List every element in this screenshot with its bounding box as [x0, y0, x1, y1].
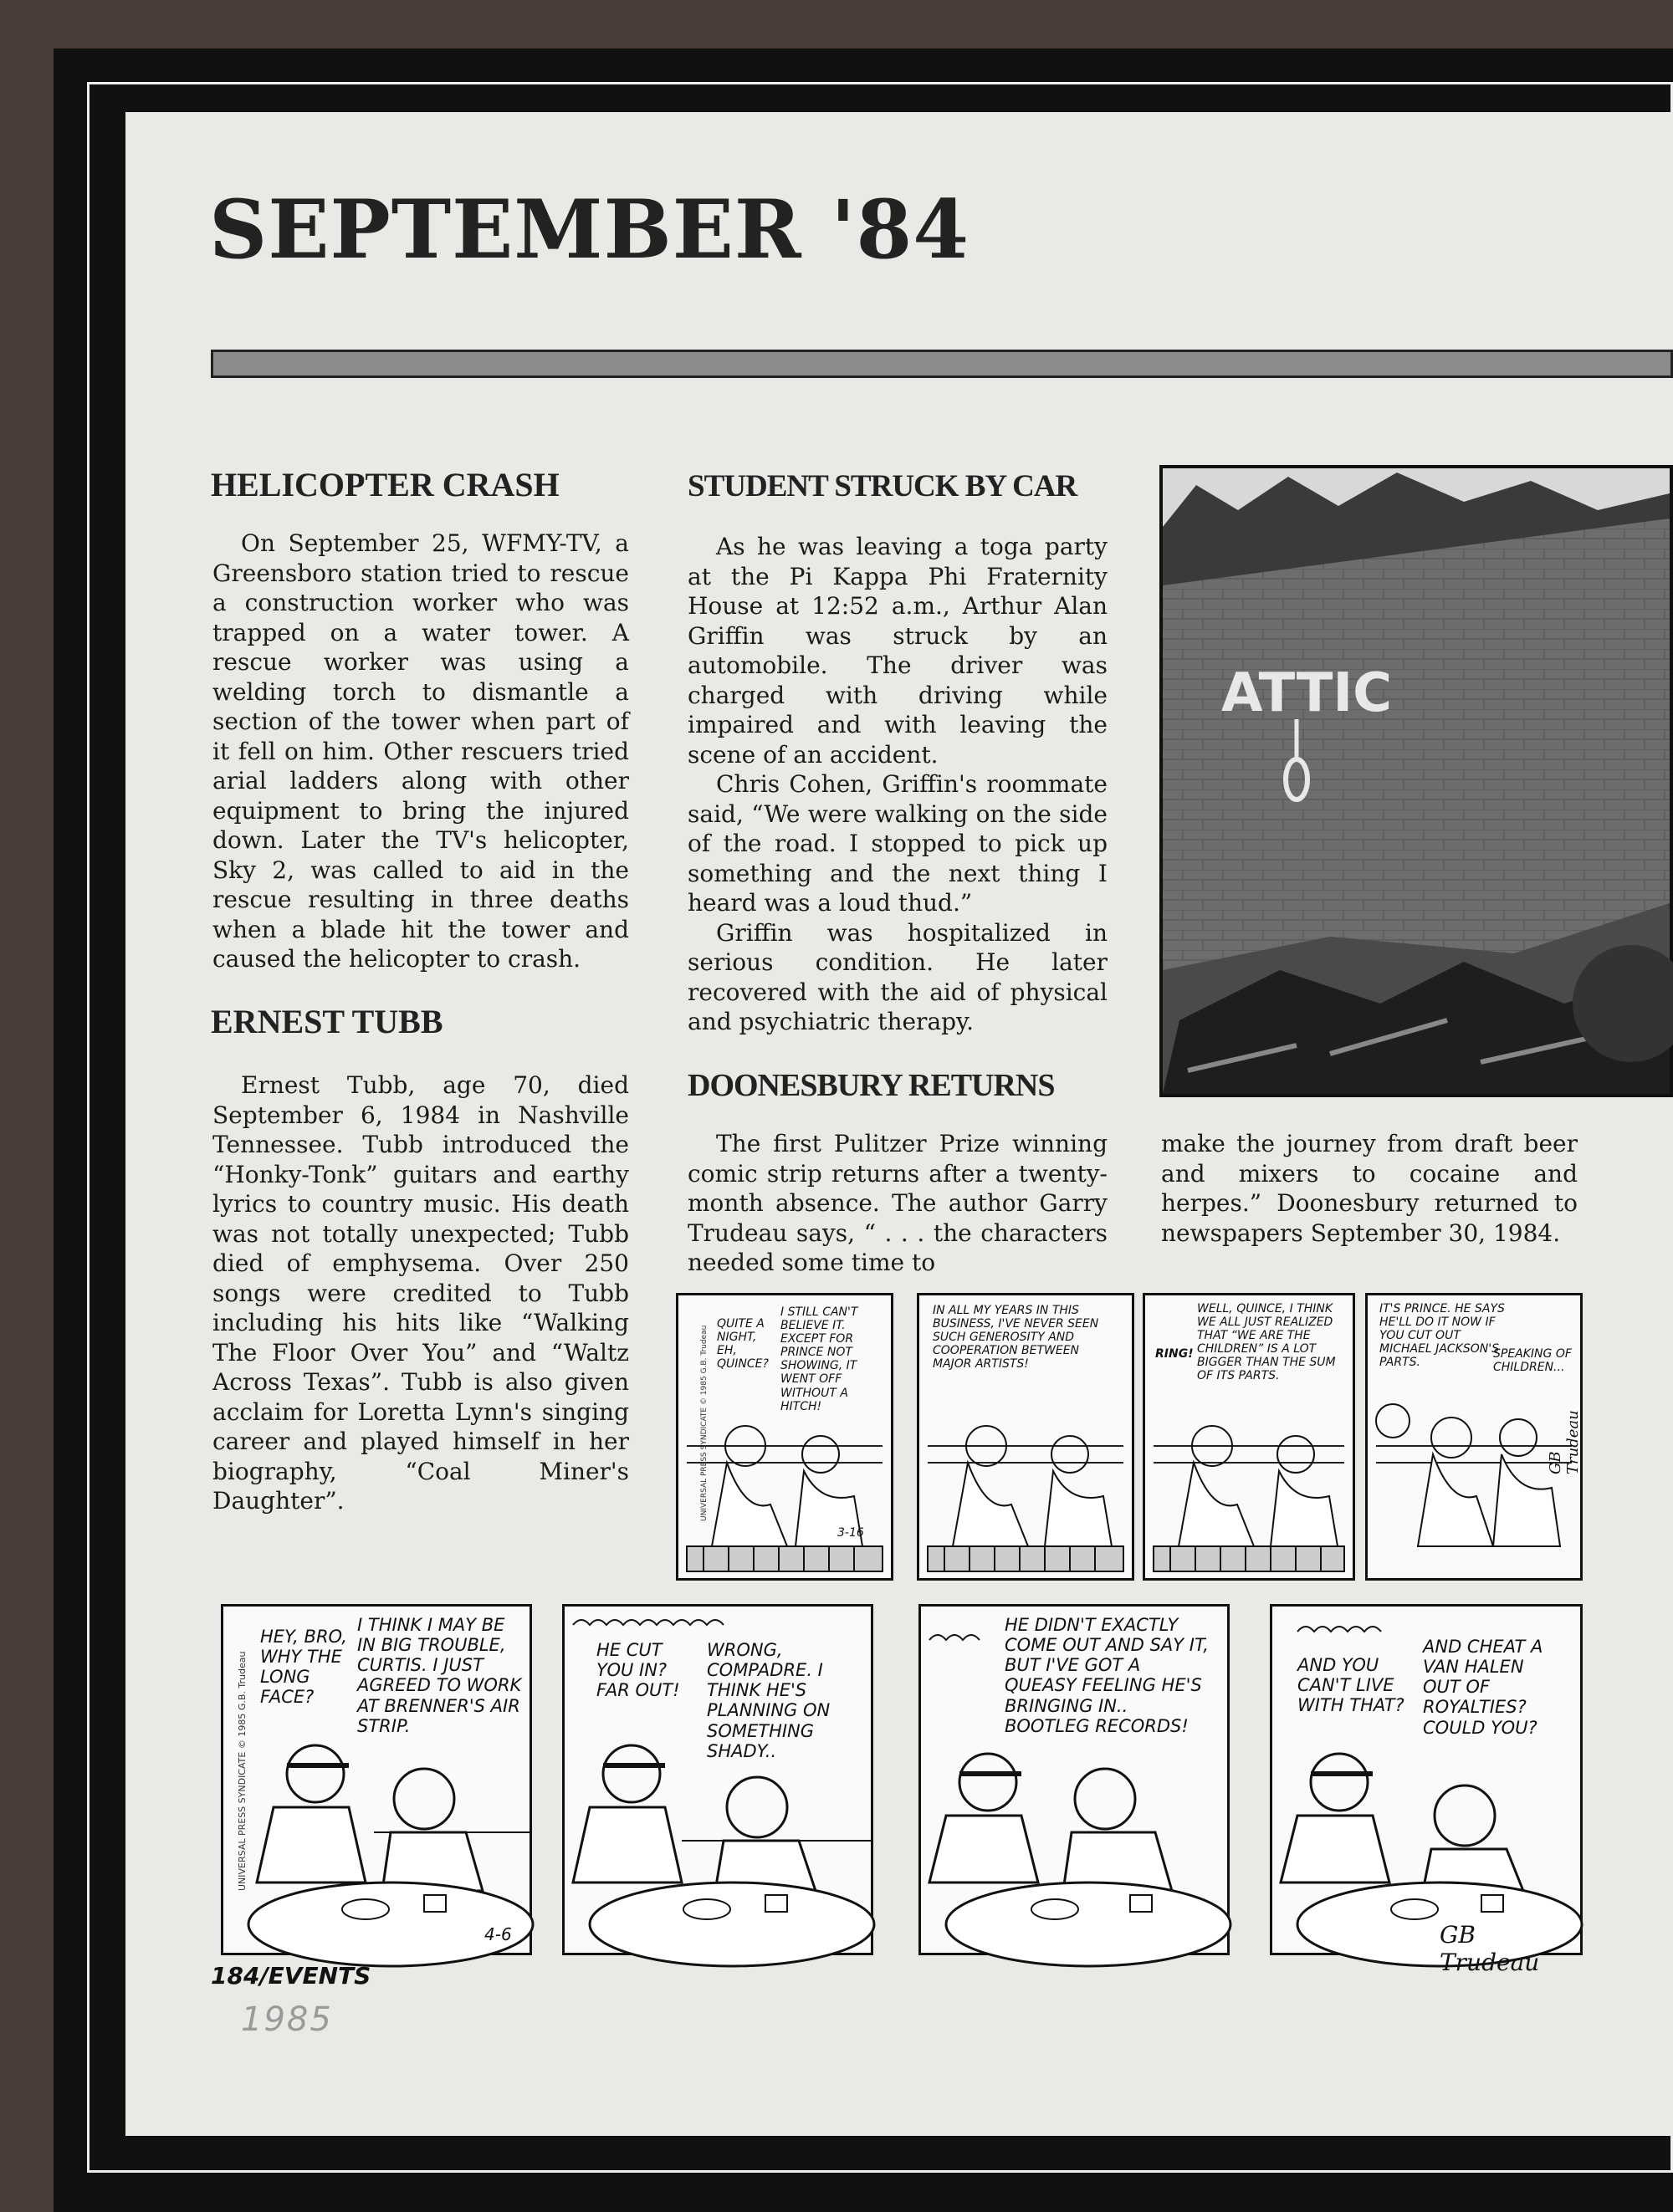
strip1-copyright: UNIVERSAL PRESS SYNDICATE © 1985 G.B. Trudeau [700, 1325, 709, 1521]
strip1-panel3-text: WELL, QUINCE, I THINK WE ALL JUST REALIZED THAT “WE ARE THE CHILDREN” IS A LOT BIGGER THAN THE SUM OF ITS PARTS. [1197, 1302, 1336, 1383]
page-title: SEPTEMBER '84 [209, 182, 970, 277]
strip2-panel1-left-text: HEY, BRO, WHY THE LONG FACE? [260, 1627, 347, 1708]
handwritten-year: 1985 [241, 2000, 333, 2039]
student-headline: STUDENT STRUCK BY CAR [688, 469, 1077, 503]
doonesbury-body [688, 1129, 1108, 1278]
tubb-paragraph: Ernest Tubb, age 70, died September 6, 1984 in Nashville Tennessee. Tubb introduced the “Honky-Tonk” guitars and earthy lyrics to country music. His death was not totally unexpected; Tubb died of emphysema. Over 250 songs were credited to Tubb including his hits like “Walking The Floor Over You” and “Waltz Across Texas”. Tubb is also given acclaim for Loretta Lynn's singing career and played himself in her biography, “Coal Miner's Daughter”. [212, 1071, 629, 1515]
strip2-copyright: UNIVERSAL PRESS SYNDICATE © 1985 G.B. Trudeau [237, 1651, 248, 1891]
strip2-date: 4-6 [484, 1924, 512, 1944]
doonesbury-body-continued [1161, 1129, 1578, 1248]
strip2-panel2-right-text: WRONG, COMPADRE. I THINK HE'S PLANNING ON SOMETHING SHADY.. [707, 1640, 831, 1761]
strip2-panel2-left-text: HE CUT YOU IN? FAR OUT! [596, 1640, 680, 1701]
tubb-body [212, 1070, 629, 1516]
doonesbury-headline: DOONESBURY RETURNS [688, 1068, 1055, 1103]
strip1-date: 3-16 [837, 1526, 864, 1540]
helicopter-paragraph: On September 25, WFMY-TV, a Greensboro station tried to rescue a construction worker who was trapped on a water tower. A rescue worker was using a welding torch to dismantle a section of the tower when part of it fell on him. Other rescuers tried arial ladders along with other equipment to bring the injured down. Later the TV's helicopter, Sky 2, was called to aid in the rescue resulting in three deaths when a blade hit the tower and caused the helicopter to crash. [212, 529, 629, 973]
helicopter-headline: HELICOPTER CRASH [211, 466, 560, 503]
strip1-panel-2 [917, 1293, 1134, 1581]
strip2-panel4-left-text: AND YOU CAN'T LIVE WITH THAT? [1297, 1655, 1404, 1716]
strip2-signature: GB Trudeau [1440, 1921, 1540, 1976]
strip2-panel1-right-text: I THINK I MAY BE IN BIG TROUBLE, CURTIS. I JUST AGREED TO WORK AT BRENNER'S AIR STRIP. [357, 1615, 522, 1736]
strip1-panel-3 [1143, 1293, 1355, 1581]
strip1-signature: GB Trudeau [1547, 1410, 1582, 1474]
strip1-panel4-aside: SPEAKING OF CHILDREN... [1493, 1347, 1572, 1375]
strip2-panel3-text: HE DIDN'T EXACTLY COME OUT AND SAY IT, BUT I'VE GOT A QUEASY FEELING HE'S BRINGING IN.. BOOTLEG RECORDS! [1005, 1615, 1209, 1736]
strip1-panel1-left-text: QUITE A NIGHT, EH, QUINCE? [717, 1317, 769, 1372]
strip2-panel-3 [918, 1604, 1230, 1955]
strip1-panel-4 [1365, 1293, 1583, 1581]
student-body [688, 532, 1108, 1037]
strip2-panel-1 [221, 1604, 532, 1955]
student-paragraph-2: Chris Cohen, Griffin's roommate said, “We were walking on the side of the road. I stopped to pick up something and the next thing I heard was a loud thud.” [688, 770, 1108, 917]
attic-photo-image [1163, 468, 1670, 1094]
page-footer: 184/EVENTS [211, 1962, 371, 1990]
strip1-panel4-text: IT'S PRINCE. HE SAYS HE'LL DO IT NOW IF YOU CUT OUT MICHAEL JACKSON'S PARTS. [1379, 1302, 1505, 1370]
title-rule [211, 350, 1673, 378]
strip1-panel3-sfx: RING! [1155, 1347, 1194, 1361]
strip1-panel1-right-text: I STILL CAN'T BELIEVE IT. EXCEPT FOR PRINCE NOT SHOWING, IT WENT OFF WITHOUT A HITCH! [780, 1305, 858, 1413]
student-paragraph-3: Griffin was hospitalized in serious condition. He later recovered with the aid of physical and psychiatric therapy. [688, 918, 1108, 1035]
student-paragraph-1: As he was leaving a toga party at the Pi Kappa Phi Fraternity House at 12:52 a.m., Arthur Alan Griffin was struck by an automobile. The driver was charged with driving while impaired and with leaving the scene of an accident. [688, 533, 1108, 769]
tubb-headline: ERNEST TUBB [211, 1003, 443, 1040]
strip1-panel-1 [676, 1293, 893, 1581]
strip2-panel4-right-text: AND CHEAT A VAN HALEN OUT OF ROYALTIES? COULD YOU? [1423, 1637, 1543, 1738]
doonesbury-continued-paragraph: make the journey from draft beer and mixers to cocaine and herpes.” Doonesbury returned to newspapers September 30, 1984. [1161, 1130, 1578, 1247]
helicopter-body [212, 529, 629, 974]
doonesbury-paragraph: The first Pulitzer Prize winning comic strip returns after a twenty-month absence. The author Garry Trudeau says, “ . . . the characters needed some time to [688, 1130, 1108, 1276]
strip2-panel-2 [562, 1604, 873, 1955]
attic-sign: ATTIC [1221, 662, 1393, 724]
strip1-panel2-text: IN ALL MY YEARS IN THIS BUSINESS, I'VE NEVER SEEN SUCH GENEROSITY AND COOPERATION BETWEEN MAJOR ARTISTS! [933, 1304, 1099, 1372]
attic-photo [1159, 465, 1673, 1097]
strip2-panel-4 [1270, 1604, 1583, 1976]
